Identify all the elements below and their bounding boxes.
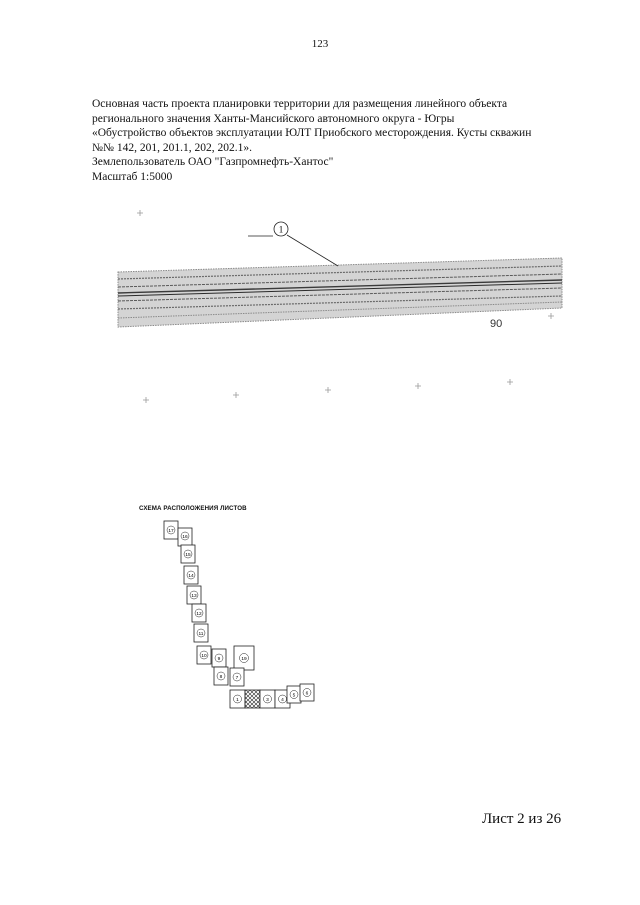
sheet-8	[214, 667, 228, 685]
svg-text:1: 1	[236, 697, 239, 703]
pipeline-corridor	[118, 258, 562, 327]
sheet-15	[181, 545, 195, 563]
svg-text:14: 14	[188, 573, 194, 579]
svg-text:7: 7	[235, 675, 239, 681]
sheet-19	[234, 646, 254, 670]
sheet-16	[178, 528, 192, 546]
svg-text:15: 15	[185, 552, 191, 558]
svg-text:3: 3	[266, 697, 269, 703]
sheet-11	[194, 624, 208, 642]
scheme-title: СХЕМА РАСПОЛОЖЕНИЯ ЛИСТОВ	[139, 505, 247, 512]
header-line: №№ 142, 201, 201.1, 202, 202.1».	[92, 141, 252, 154]
svg-text:17: 17	[168, 528, 174, 534]
header-line: Землепользователь ОАО "Газпромнефть-Хантос"	[92, 156, 334, 169]
sheet-6	[300, 684, 314, 701]
svg-text:19: 19	[241, 656, 247, 662]
svg-text:12: 12	[196, 611, 202, 617]
svg-text:4: 4	[281, 697, 284, 703]
sheet-1	[230, 690, 245, 708]
callout-number: 1	[278, 224, 284, 235]
sheet-layout-scheme	[164, 521, 314, 708]
svg-text:5: 5	[292, 693, 296, 699]
sheet-7	[230, 668, 244, 686]
header-line: Основная часть проекта планировки территории для размещения линейного объекта	[92, 98, 508, 110]
svg-text:10: 10	[201, 653, 207, 659]
svg-text:6: 6	[305, 691, 309, 697]
callout-1	[248, 222, 338, 266]
page-number: 123	[311, 38, 329, 50]
svg-text:13: 13	[191, 593, 197, 599]
sheet-13	[187, 586, 201, 604]
sheet-counter: Лист 2 из 26	[482, 811, 562, 827]
header-line: «Обустройство объектов эксплуатации ЮЛТ Приобского месторождения. Кусты скважин	[92, 127, 532, 140]
sheet-3	[260, 690, 275, 708]
sheet-5	[287, 686, 301, 703]
svg-text:9: 9	[217, 656, 221, 662]
sheet-2-current	[245, 690, 260, 708]
header-line: Масштаб 1:5000	[92, 170, 173, 183]
svg-text:8: 8	[219, 674, 223, 680]
header-line: регионального значения Ханты-Мансийского автономного округа - Югры	[92, 112, 455, 125]
sheet-14	[184, 566, 198, 584]
sheet-17	[164, 521, 178, 539]
sheet-12	[192, 604, 206, 622]
sheet-10	[197, 646, 211, 664]
svg-text:11: 11	[198, 631, 204, 637]
grid-label: 90	[490, 318, 503, 330]
sheet-9	[212, 649, 226, 667]
svg-text:16: 16	[182, 534, 188, 540]
